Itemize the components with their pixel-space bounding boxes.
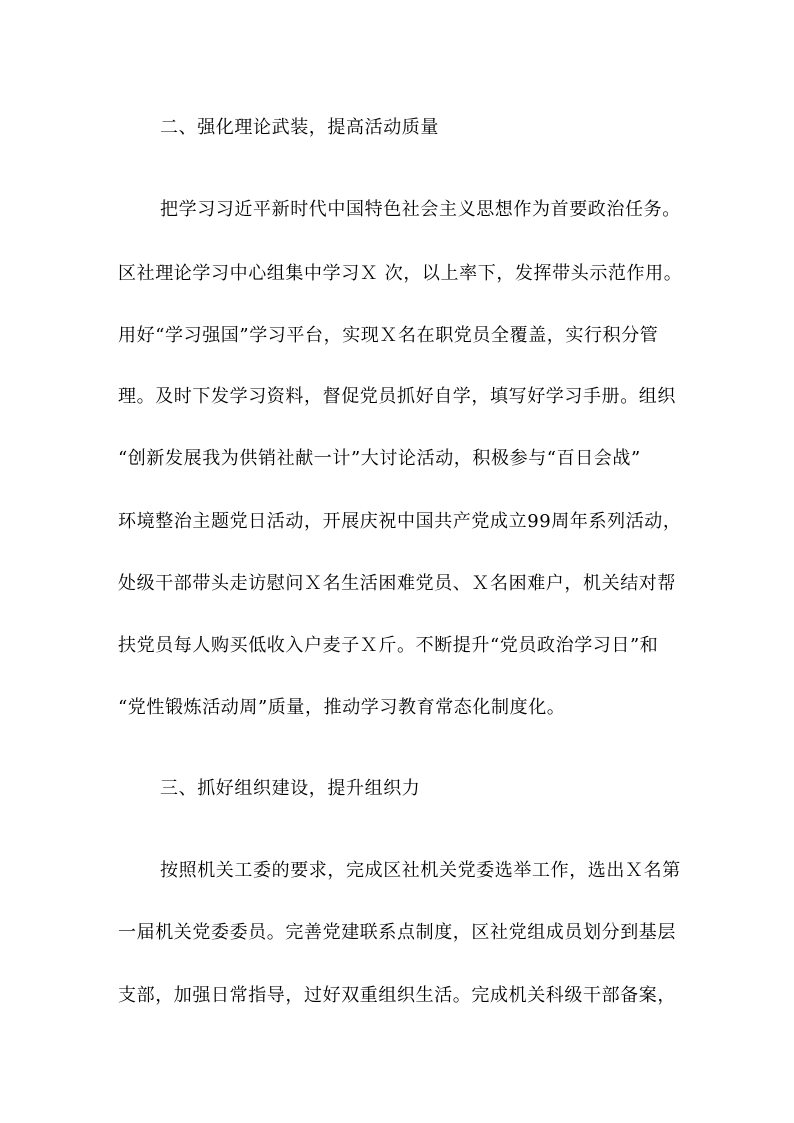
paragraph-line: 扶党员每人购买低收入户麦子Ｘ斤。不断提升“党员政治学习日”和 <box>118 635 659 656</box>
paragraph-line: 区社理论学习中心组集中学习Ｘ 次，以上率下，发挥带头示范作用。 <box>118 263 683 284</box>
paragraph-line: 把学习习近平新时代中国特色社会主义思想作为首要政治任务。 <box>160 199 681 220</box>
section-heading: 三、抓好组织建设，提升组织力 <box>160 778 421 799</box>
paragraph-line: 理。及时下发学习资料，督促党员抓好自学，填写好学习手册。组织 <box>118 386 676 407</box>
paragraph-line: 支部，加强日常指导，过好双重组织生活。完成机关科级干部备案， <box>118 985 676 1006</box>
paragraph-line: “党性锻炼活动周”质量，推动学习教育常态化制度化。 <box>118 697 566 718</box>
paragraph-line: 一届机关党委委员。完善党建联系点制度，区社党组成员划分到基层 <box>118 922 676 943</box>
paragraph-line: 处级干部带头走访慰问Ｘ名生活困难党员、Ｘ名困难户，机关结对帮 <box>118 573 676 594</box>
paragraph-line: 环境整治主题党日活动，开展庆祝中国共产党成立99周年系列活动， <box>118 511 682 532</box>
section-heading: 二、强化理论武装，提高活动质量 <box>160 117 439 138</box>
paragraph-line: 按照机关工委的要求，完成区社机关党委选举工作，选出Ｘ名第 <box>160 860 681 881</box>
paragraph-line: 用好“学习强国”学习平台，实现Ｘ名在职党员全覆盖，实行积分管 <box>118 325 659 346</box>
paragraph-line: “创新发展我为供销社献一计”大讨论活动，积极参与“百日会战” <box>118 448 641 469</box>
